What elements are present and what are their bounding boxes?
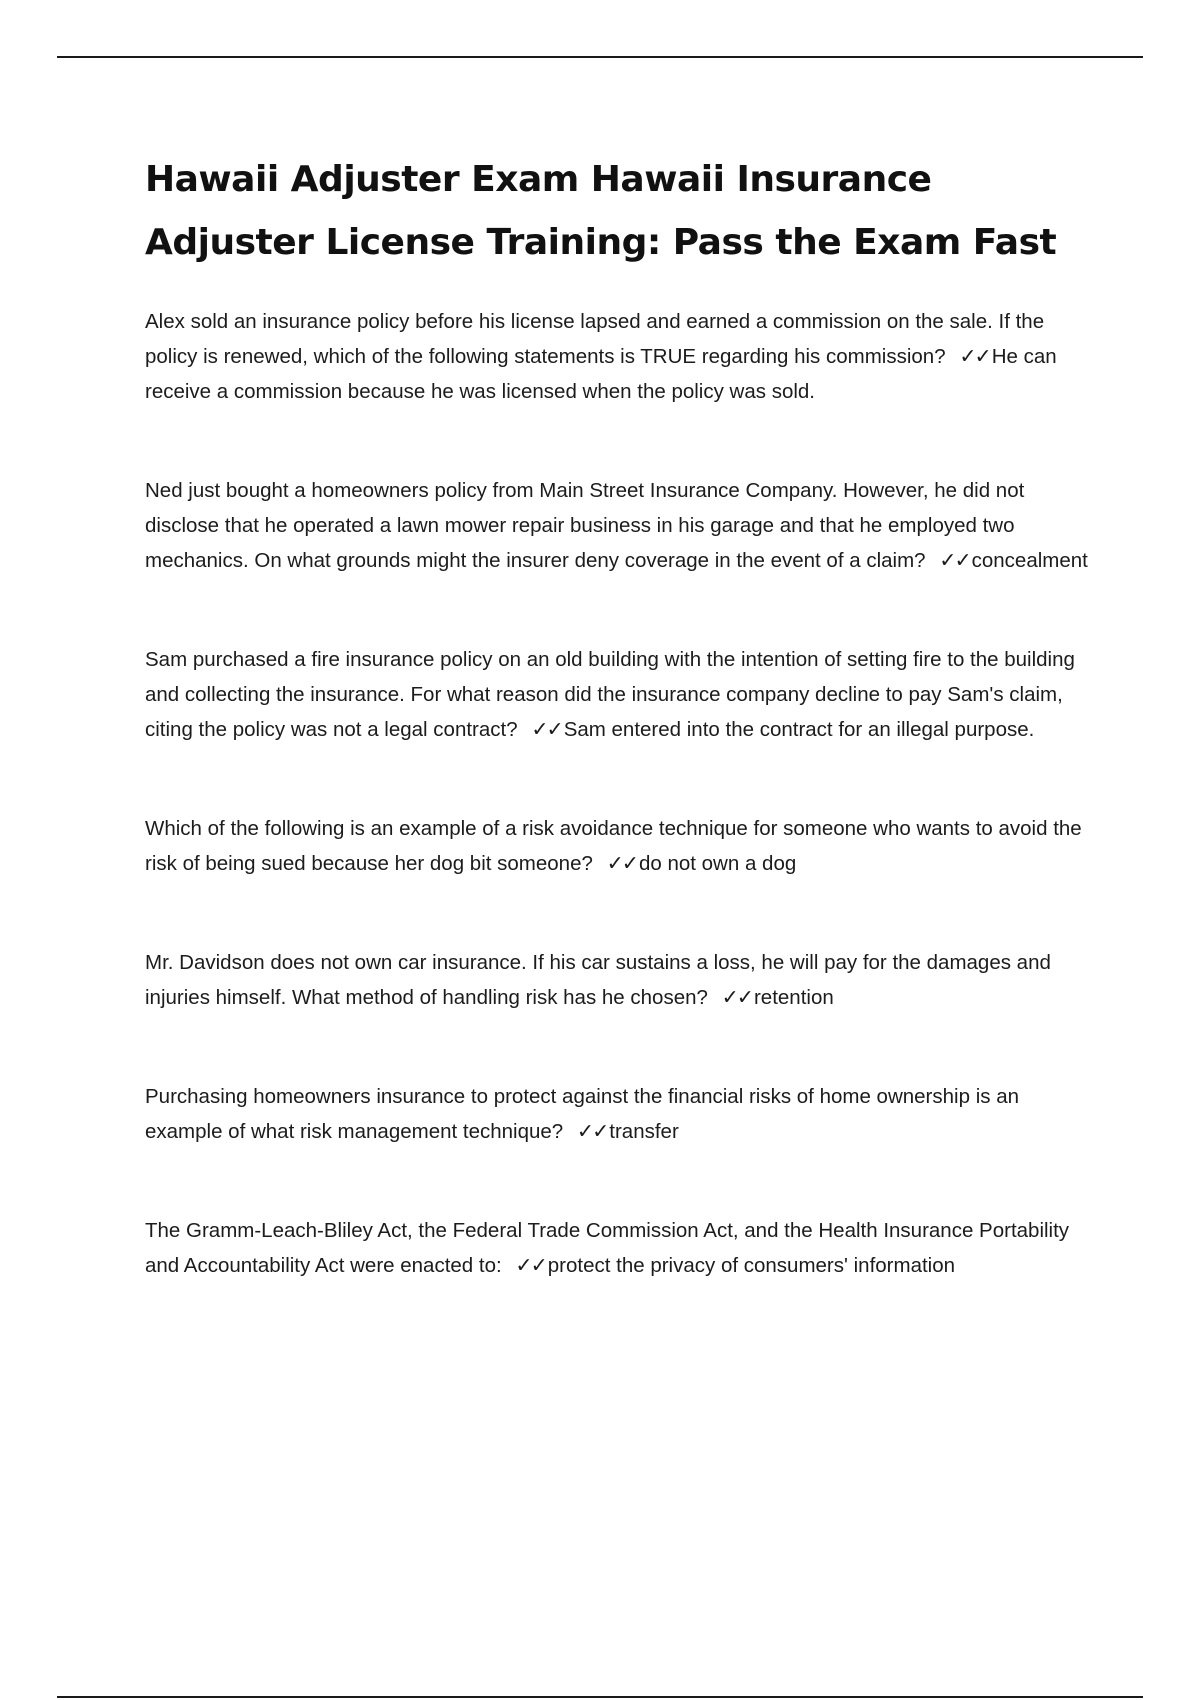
- question-text: Alex sold an insurance policy before his license lapsed and earned a commission on the sale. If the policy is renewed, which of the following statements is TRUE regarding his commission?: [145, 310, 1045, 368]
- qa-item: [145, 473, 1095, 578]
- answer-text: He can receive a commission because he was licensed when the policy was sold.: [145, 345, 1057, 403]
- top-divider: [57, 56, 1143, 58]
- qa-item: [145, 1213, 1095, 1283]
- qa-item: [145, 304, 1095, 409]
- double-check-icon: ✓✓: [959, 344, 990, 368]
- answer-text: do not own a dog: [638, 852, 797, 875]
- answer-text: concealment: [971, 549, 1088, 572]
- double-check-icon: ✓✓: [531, 717, 562, 741]
- double-check-icon: ✓✓: [939, 548, 970, 572]
- double-check-icon: ✓✓: [576, 1119, 608, 1143]
- question-text: Purchasing homeowners insurance to protect against the financial risks of home ownership is an example of what risk management technique?: [145, 1085, 1019, 1143]
- bottom-divider: [57, 1696, 1143, 1698]
- answer-text: transfer: [609, 1120, 679, 1143]
- answer-text: retention: [753, 986, 834, 1009]
- answer-text: Sam entered into the contract for an illegal purpose.: [563, 718, 1035, 741]
- question-text: The Gramm-Leach-Bliley Act, the Federal Trade Commission Act, and the Health Insurance Portability and Accountability Act were enacted to:: [145, 1219, 1070, 1277]
- question-text: Which of the following is an example of a risk avoidance technique for someone who wants to avoid the risk of being sued because her dog bit someone?: [145, 817, 1082, 875]
- double-check-icon: ✓✓: [606, 851, 637, 875]
- question-text: Mr. Davidson does not own car insurance. If his car sustains a loss, he will pay for the damages and injuries himself. What method of handling risk has he chosen?: [145, 951, 1051, 1009]
- question-text: Sam purchased a fire insurance policy on an old building with the intention of setting fire to the building and collecting the insurance. For what reason did the insurance company decline to pay Sam's claim, citing the policy was not a legal contract?: [145, 648, 1075, 741]
- document-title: Hawaii Adjuster Exam Hawaii Insurance Adjuster License Training: Pass the Exam Fast: [145, 159, 1057, 263]
- answer-text: protect the privacy of consumers' information: [547, 1254, 956, 1277]
- double-check-icon: ✓✓: [721, 985, 752, 1009]
- qa-item: [145, 1079, 1095, 1149]
- double-check-icon: ✓✓: [515, 1253, 546, 1277]
- question-text: Ned just bought a homeowners policy from Main Street Insurance Company. However, he did not disclose that he operated a lawn mower repair business in his garage and that he employed two mechanics. On what grounds might the insurer deny coverage in the event of a claim?: [145, 479, 1025, 572]
- qa-item: [145, 642, 1095, 747]
- qa-item: [145, 811, 1095, 881]
- qa-item: [145, 945, 1095, 1015]
- document-body: [145, 148, 1095, 1347]
